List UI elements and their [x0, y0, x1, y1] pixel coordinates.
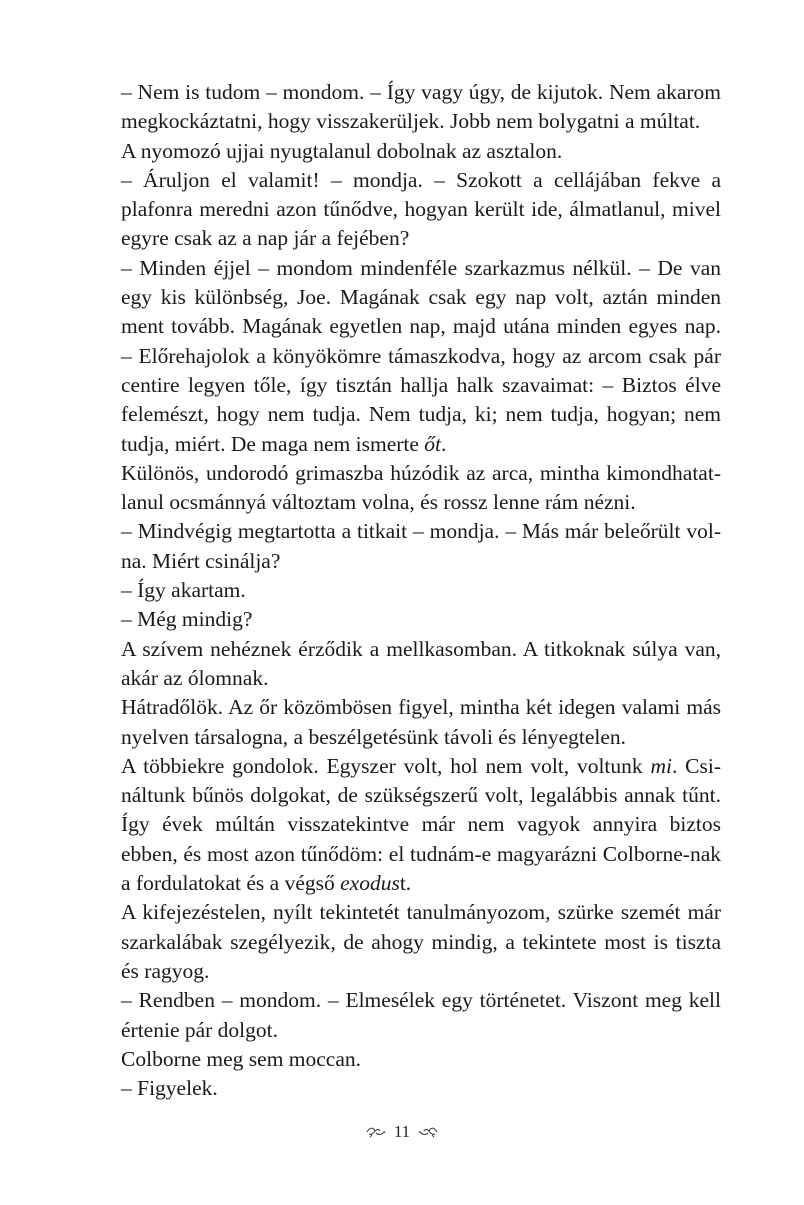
paragraph-text: – Minden éjjel – mondom mindenféle szarkazmus nélkül. – De van egy kis különbség, Joe. Magának csak egy nap volt, aztán minden ment tovább. Magának egyetlen nap, majd utána minden egyes nap. – Előrehajolok a könyökömre támaszkodva, hogy az arcom csak pár centire legyen tőle, így tisztán hallja halk szavaimat: – Biztos élve felemészt, hogy nem tudja. Nem tudja, ki; nem tudja, hogyan; nem tudja, miért. De maga nem ismerte — [121, 255, 721, 456]
page-footer — [0, 1122, 804, 1142]
paragraph: A nyomozó ujjai nyugtalanul dobolnak az asztalon. — [121, 138, 563, 163]
body-text — [121, 78, 721, 1103]
paragraph-text: . Csináltunk bűnös dolgokat, de szükségszerű volt, legalábbis annak tűnt. Így évek múltán visszatekintve már nem vagyok annyira biztos ebben, és most azon tűnődöm: el tudnám-e magyarázni Colborne-nak a fordulatokat és a végső — [121, 753, 721, 896]
page-number: 11 — [393, 1122, 411, 1141]
paragraph-text: . — [441, 431, 447, 456]
paragraph-text: A többiekre gondolok. Egyszer volt, hol nem volt, voltunk — [121, 753, 651, 778]
floral-ornament-icon — [366, 1126, 386, 1138]
paragraph — [121, 254, 721, 459]
italic-emphasis: exodus — [340, 871, 400, 896]
italic-emphasis: őt — [424, 431, 442, 456]
paragraph: – Figyelek. — [121, 1076, 218, 1101]
paragraph: Colborne meg sem moccan. — [121, 1046, 362, 1071]
paragraph: – Így akartam. — [121, 578, 246, 603]
paragraph: – Áruljon el valamit! – mondja. – Szokott a cellájában fekve a plafonra meredni azon tűnődve, hogyan került ide, álmatlanul, mivel egyre csak az a nap jár a fejében? — [121, 167, 721, 251]
paragraph: – Még mindig? — [121, 607, 253, 632]
paragraph: A kifejezéstelen, nyílt tekintetét tanulmányozom, szürke szemét már szarkalábak szegélyezik, de ahogy mindig, a tekintete most is tiszta és ragyog. — [121, 900, 721, 983]
italic-emphasis: mi — [650, 753, 672, 778]
paragraph: Hátradőlök. Az őr közömbösen figyel, mintha két idegen valami más nyelven társalogna, a beszélgetésünk távoli és lényegtelen. — [121, 695, 721, 749]
paragraph-text: t. — [399, 871, 412, 896]
paragraph: – Nem is tudom – mondom. – Így vagy úgy, de kijutok. Nem akarom megkockáztatni, hogy visszakerüljek. Jobb nem bolygatni a múltat. — [121, 80, 721, 134]
floral-ornament-icon — [418, 1126, 438, 1138]
paragraph: Különös, undorodó grimaszba húzódik az arca, mintha kimondhatatlanul ocsmánnyá változtam volna, és rossz lenne rám nézni. — [121, 460, 721, 515]
paragraph: – Rendben – mondom. – Elmesélek egy történetet. Viszont meg kell értenie pár dolgot. — [121, 988, 721, 1042]
paragraph: A szívem nehéznek érződik a mellkasomban. A titkoknak súlya van, akár az ólomnak. — [121, 636, 721, 690]
paragraph — [121, 752, 721, 898]
paragraph: – Mindvégig megtartotta a titkait – mondja. – Más már beleőrült volna. Miért csinálja? — [121, 519, 721, 573]
